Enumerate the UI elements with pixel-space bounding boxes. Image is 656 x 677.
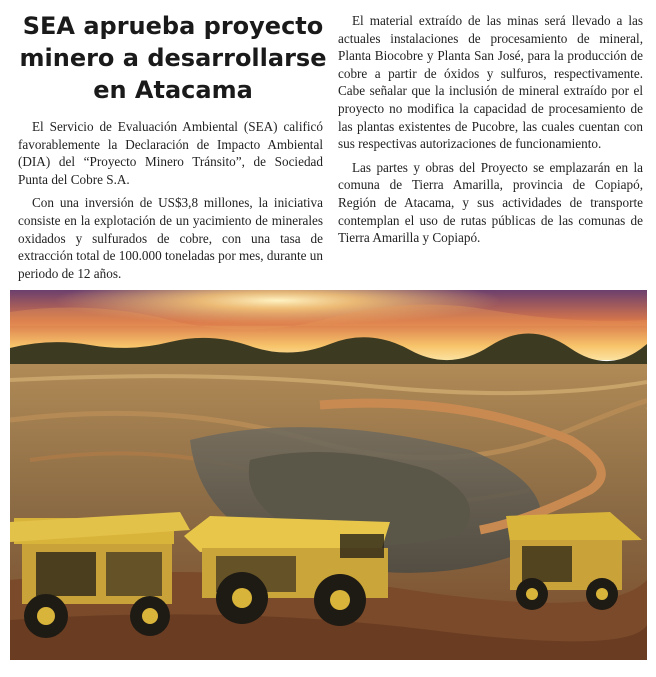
mining-photo bbox=[10, 290, 647, 660]
paragraph: Con una inversión de US$3,8 millones, la iniciativa consiste en la explotación de un yacimiento de minerales oxidados y sulfurados de cobre, con una tasa de extracción total de 100.000 toneladas por mes, durante un periodo de 12 años. bbox=[18, 195, 323, 281]
paragraph: El Servicio de Evaluación Ambiental (SEA) calificó favorablemente la Declaración de Impacto Ambiental (DIA) del “Proyecto Minero Tránsito”, de Sociedad Punta del Cobre S.A. bbox=[18, 119, 323, 187]
article-column-right bbox=[338, 12, 643, 253]
open-pit-mine-illustration bbox=[10, 290, 647, 660]
paragraph: Las partes y obras del Proyecto se emplazarán en la comuna de Tierra Amarilla, provincia de Copiapó, Región de Atacama, y sus actividades de transporte contemplan el uso de rutas públicas de las comunas de Tierra Amarilla y Copiapó. bbox=[338, 159, 643, 246]
paragraph: El material extraído de las minas será llevado a las actuales instalaciones de procesamiento de mineral, Planta Biocobre y Planta San José, para la producción de cobre a partir de óxidos y sulfuros, respectivamente. Cabe señalar que la inclusión de mineral extraído por el proyecto no modifica la capacidad de procesamiento de las plantas existentes de Pucobre, las cuales cuentan con sus respectivas autorizaciones de funcionamiento. bbox=[338, 13, 643, 152]
headline: SEA aprueba proyecto minero a desarrollarse en Atacama bbox=[19, 12, 327, 104]
article-column-left bbox=[18, 118, 323, 288]
